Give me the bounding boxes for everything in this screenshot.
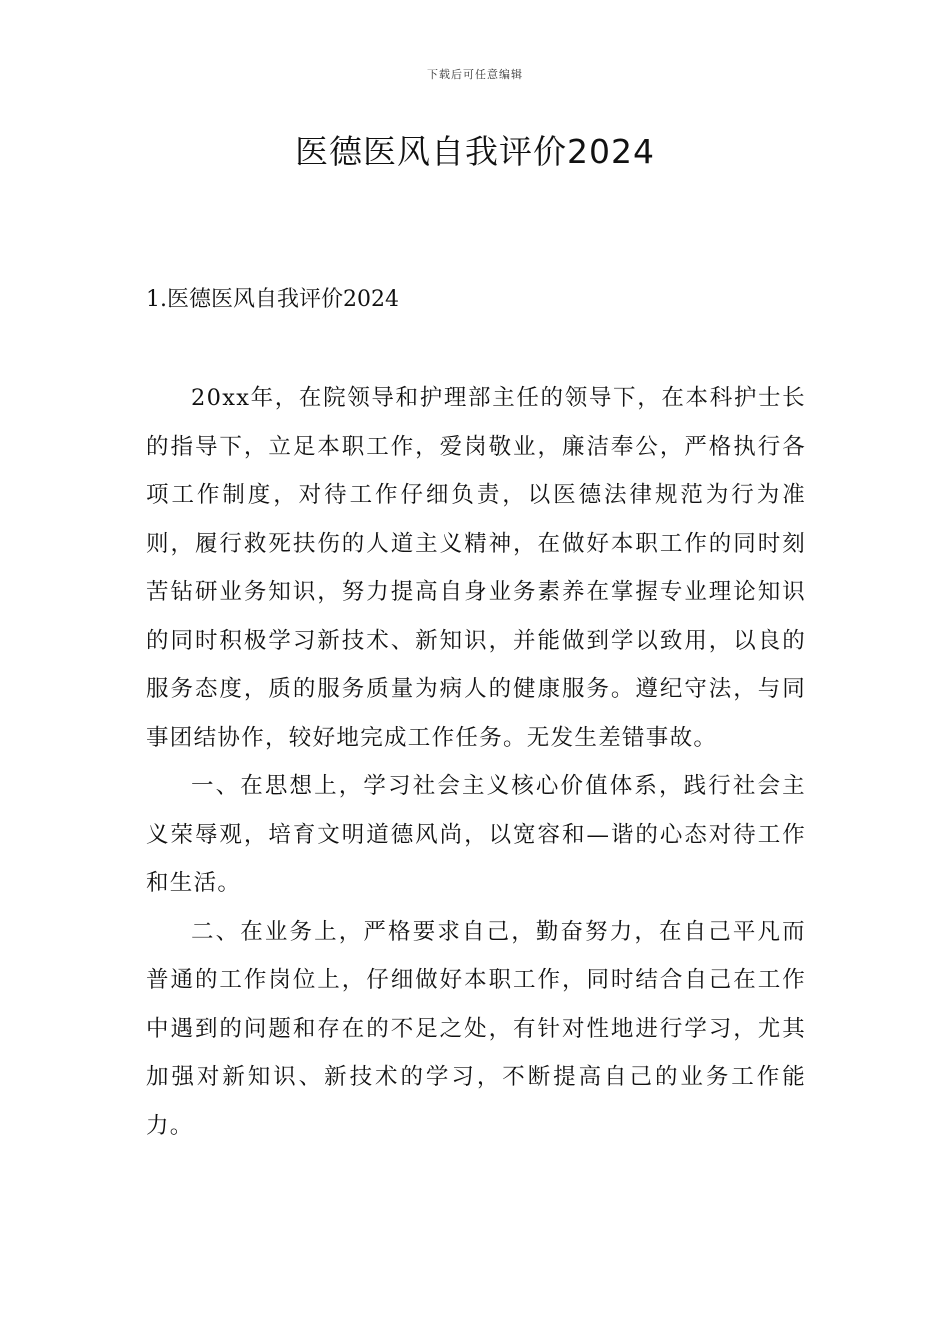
section-heading: 1.医德医风自我评价2024	[146, 287, 399, 312]
document-title: 医德医风自我评价2024	[295, 132, 655, 171]
paragraph-intro: 20xx年，在院领导和护理部主任的领导下，在本科护士长的指导下，立足本职工作，爱岗敬业，廉洁奉公，严格执行各项工作制度，对待工作仔细负责，以医德法律规范为行为准则，履行救死扶伤的人道主义精神，在做好本职工作的同时刻苦钻研业务知识，努力提高自身业务素养在掌握专业理论知识的同时积极学习新技术、新知识，并能做到学以致用，以良的服务态度，质的服务质量为病人的健康服务。遵纪守法，与同事团结协作，较好地完成工作任务。无发生差错事故。	[146, 385, 806, 751]
header-note: 下载后可任意编辑	[427, 68, 523, 81]
paragraph-professional: 二、在业务上，严格要求自己，勤奋努力，在自己平凡而普通的工作岗位上，仔细做好本职工作，同时结合自己在工作中遇到的问题和存在的不足之处，有针对性地进行学习，尤其加强对新知识、新技术的学习，不断提高自己的业务工作能力。	[146, 918, 806, 1139]
paragraph-ideology: 一、在思想上，学习社会主义核心价值体系，践行社会主义荣辱观，培育文明道德风尚，以宽容和—谐的心态对待工作和生活。	[146, 773, 806, 896]
body-text	[146, 374, 806, 1150]
